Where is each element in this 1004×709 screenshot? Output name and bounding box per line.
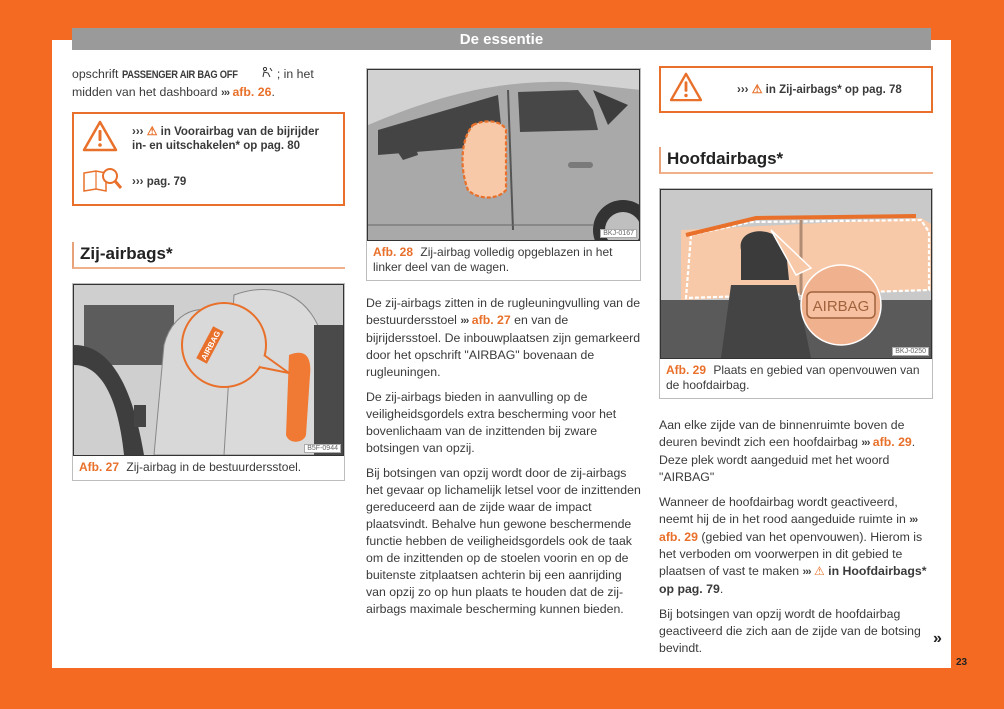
figure-28-image bbox=[367, 69, 640, 241]
small-warning-icon: ⚠ bbox=[751, 82, 763, 96]
paragraph-location: Aan elke zijde van de binnenruimte boven de deuren bevindt zich een hoofdairbag ››› afb. 29. Deze plek wordt aangeduid met het woord "AIRBAG" bbox=[659, 418, 916, 484]
afb-26-link[interactable]: afb. 26 bbox=[232, 85, 272, 99]
warning-reference[interactable]: ››› ⚠ in Zij-airbags* op pag. 78 bbox=[737, 82, 902, 96]
paragraph-side-impact: Bij botsingen van opzij wordt de hoofdairbag geactiveerd die zich aan de zijde van de botsing bevindt. bbox=[659, 607, 921, 655]
paragraph-activation: Wanneer de hoofdairbag wordt geactiveerd, neemt hij de in het rood aangeduide ruimte in ››› afb. 29 (gebied van het openvouwen). Hierom is het verboden om voorwerpen in dit gebied te plaatsen of vast te maken ››› ⚠ in Hoofdairbags* op pag. 79. bbox=[659, 495, 927, 596]
passenger-airbag-off-icon bbox=[261, 67, 276, 81]
airbag-tag: AIRBAG bbox=[812, 298, 870, 315]
warning-box bbox=[72, 112, 345, 206]
afb-29-link[interactable]: afb. 29 bbox=[872, 435, 912, 449]
continue-marker: » bbox=[933, 630, 942, 647]
afb-27-link[interactable]: afb. 27 bbox=[471, 313, 511, 327]
figure-code: BKJ-0167 bbox=[600, 229, 637, 238]
hoofdairbags-warning-link[interactable]: in Hoofdairbags* op pag. 79 bbox=[659, 564, 927, 596]
passenger-airbag-off-label: PASSENGER AIR BAG OFF bbox=[121, 69, 238, 81]
figure-29-caption: Afb. 29 Plaats en gebied van openvouwen van de hoofdairbag. bbox=[666, 363, 920, 392]
paragraph-location: De zij-airbags zitten in de rugleuningvulling van de bestuurdersstoel ››› afb. 27 en van de bijrijdersstoel. De inbouwplaatsen zijn gemarkeerd door het opschrift "AIRBAG" bovenaan de rugleuningen. bbox=[366, 296, 641, 379]
afb-29-link[interactable]: afb. 29 bbox=[659, 530, 698, 544]
warning-triangle-icon bbox=[669, 72, 719, 107]
figure-29-image bbox=[660, 189, 932, 359]
warning-box bbox=[659, 66, 933, 113]
figure-27-image bbox=[73, 284, 344, 456]
figure-code: BKJ-0250 bbox=[892, 347, 929, 356]
small-warning-icon: ⚠ bbox=[146, 124, 158, 138]
section-title-hoofdairbags: Hoofdairbags* bbox=[659, 147, 933, 174]
header-title: De essentie bbox=[459, 30, 544, 48]
warning-reference[interactable]: ››› ⚠ in Voorairbag van de bijrijder in- en uitschakelen* op pag. 80 bbox=[132, 124, 319, 152]
page-header bbox=[72, 28, 931, 50]
column-3 bbox=[659, 66, 933, 665]
page-reference[interactable]: ››› pag. 79 bbox=[132, 175, 187, 188]
paragraph-side-impact: Bij botsingen van opzij wordt door de zij-airbags het gevaar op lichamelijk letsel voor de inzittenden gereduceerd aan de zijde waar de impact plaatsvindt. Behalve hun gewone beschermende functie hebben de veiligheidsgordels ook de taak om de inzittenden op de stoelen voorin en op de buitenste zitplaatsen achterin bij een aanrijding van opzij zo op hun plaats te houden dat de zij-airbags maximale bescherming kunnen bieden. bbox=[366, 466, 641, 616]
small-warning-icon: ⚠ bbox=[813, 564, 825, 578]
book-magnifier-icon bbox=[82, 165, 132, 198]
figure-28-caption: Afb. 28 Zij-airbag volledig opgeblazen in het linker deel van de wagen. bbox=[373, 245, 613, 274]
column-1 bbox=[72, 66, 345, 481]
page-number: 23 bbox=[956, 657, 968, 668]
figure-code: B5F-0944 bbox=[304, 444, 341, 453]
intro-paragraph: opschrift PASSENGER AIR BAG OFF ; in het midden van het dashboard ››› afb. 26. bbox=[72, 67, 314, 99]
airbag-tag: AIRBAG bbox=[199, 329, 223, 362]
figure-27-caption: Afb. 27 Zij-airbag in de bestuurdersstoel. bbox=[79, 460, 302, 474]
figure-29 bbox=[659, 188, 933, 399]
figure-27 bbox=[72, 283, 345, 481]
section-title-zij-airbags: Zij-airbags* bbox=[72, 242, 345, 269]
column-2 bbox=[366, 68, 641, 626]
figure-28 bbox=[366, 68, 641, 281]
warning-triangle-icon bbox=[82, 120, 132, 157]
paragraph-protection: De zij-airbags bieden in aanvulling op de veiligheidsgordels extra bescherming voor het bovenlichaam van de inzittenden bij zware botsingen van opzij. bbox=[366, 390, 617, 455]
